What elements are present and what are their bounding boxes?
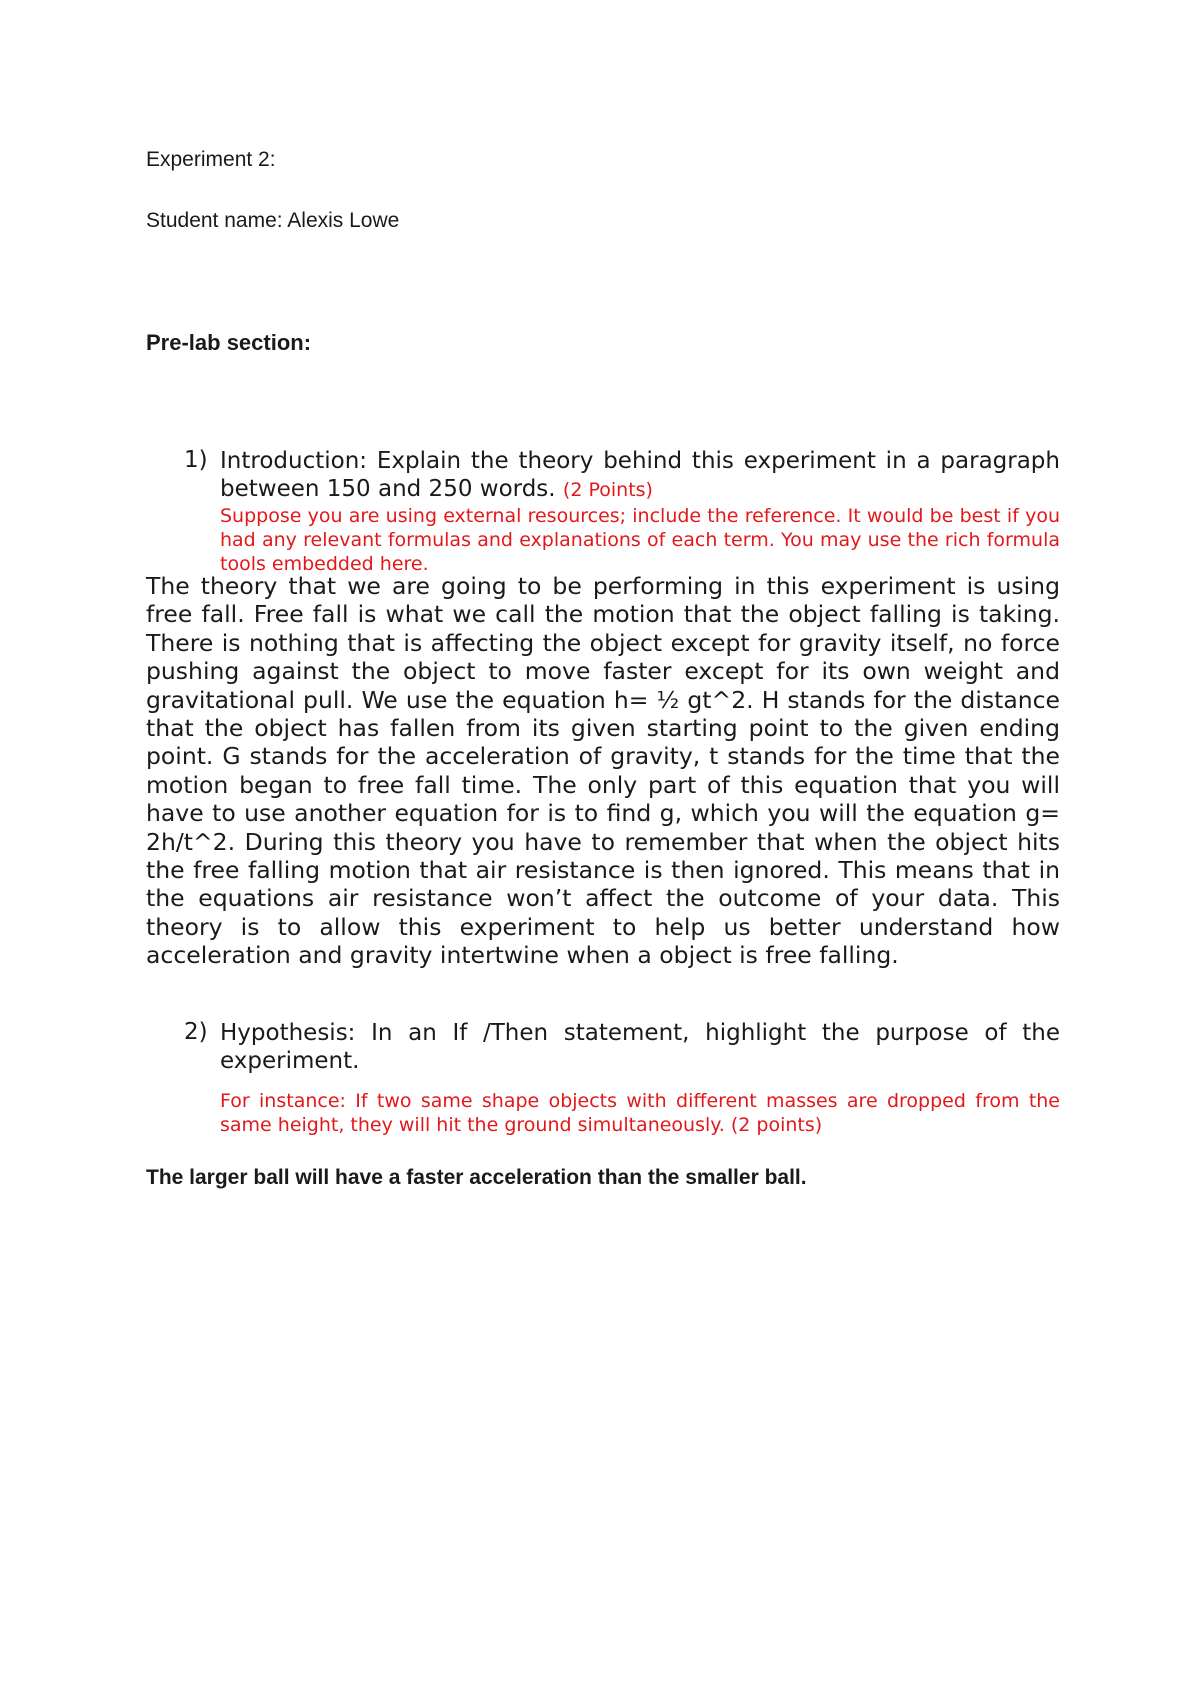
introduction-answer: The theory that we are going to be performing in this experiment is using free fall. Free fall is what we call the motion that the object falling is taking. There is nothing that is affecting the object except for gravity itself, no force pushing against the object to move faster except for its own weight and gravitational pull. We use the equation h= ½ gt^2. H stands for the distance that the object has fallen from its given starting point to the given ending point. G stands for the acceleration of gravity, t stands for the time that the motion began to free fall time. The only part of this equation that you will have to use another equation for is to find g, which you will the equation g= 2h/t^2. During this theory you have to remember that when the object hits the free falling motion that air resistance is then ignored. This means that in the equations air resistance won’t affect the outcome of your data. This theory is to allow this experiment to help us better understand how acceleration and gravity intertwine when a object is free falling. bbox=[146, 572, 1060, 970]
question-number: 2) bbox=[184, 1019, 208, 1045]
question-prompt: Hypothesis: In an If /Then statement, highlight the purpose of the experiment. bbox=[220, 1020, 1060, 1074]
question-prompt bbox=[220, 447, 1060, 504]
question-hypothesis bbox=[146, 1019, 1060, 1137]
question-note: Suppose you are using external resources; include the reference. It would be best if you had any relevant formulas and explanations of each term. You may use the rich formula tools embedded here. bbox=[220, 505, 1060, 575]
prelab-heading: Pre-lab section: bbox=[146, 330, 312, 355]
question-prompt-text: Introduction: Explain the theory behind this experiment in a paragraph between 150 and 250 words. bbox=[220, 448, 1060, 502]
hypothesis-answer: The larger ball will have a faster acceleration than the smaller ball. bbox=[146, 1166, 807, 1189]
experiment-title: Experiment 2: bbox=[146, 148, 276, 171]
question-points: (2 Points) bbox=[562, 479, 653, 501]
question-introduction bbox=[146, 447, 1060, 576]
question-note: For instance: If two same shape objects with different masses are dropped from the same height, they will hit the ground simultaneously. (2 points) bbox=[220, 1090, 1060, 1136]
student-name: Student name: Alexis Lowe bbox=[146, 209, 400, 232]
question-number: 1) bbox=[184, 447, 208, 473]
